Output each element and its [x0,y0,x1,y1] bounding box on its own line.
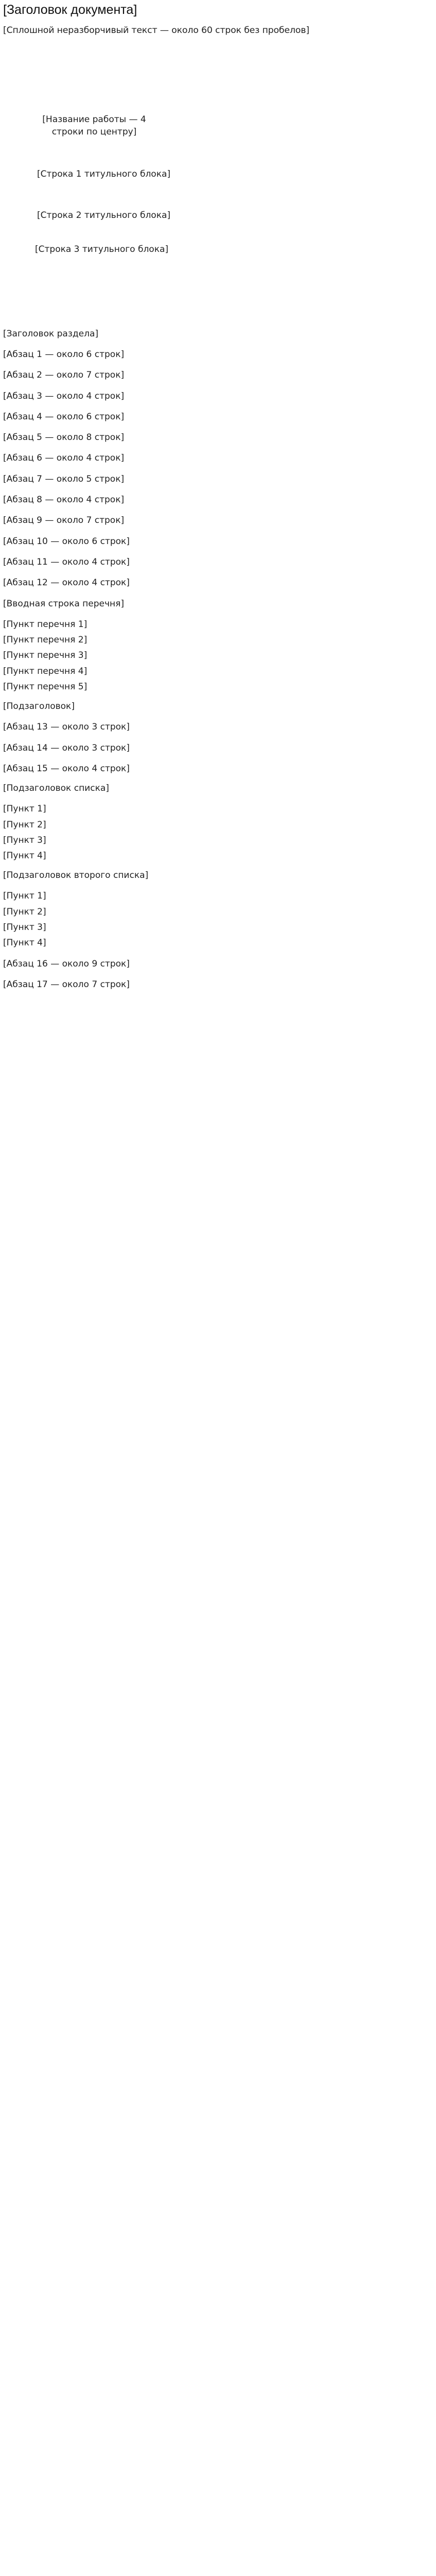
list-intro: [Вводная строка перечня] [3,598,125,609]
subheading: [Подзаголовок] [3,701,75,712]
paragraph-8: [Абзац 8 — около 4 строк] [3,495,125,505]
paragraph-9: [Абзац 9 — около 7 строк] [3,515,125,526]
items2-heading: [Подзаголовок списка] [3,783,109,794]
noise-text-block: [Сплошной неразборчивый текст — около 60 строк без пробелов] [3,25,309,36]
paragraph-10: [Абзац 10 — около 6 строк] [3,536,130,547]
list-item: [Пункт 3] [3,922,46,933]
list-item: [Пункт 3] [3,835,46,845]
section-heading: [Заголовок раздела] [3,329,99,339]
paragraph-17: [Абзац 17 — около 7 строк] [3,979,130,990]
paragraph-11: [Абзац 11 — около 4 строк] [3,556,130,567]
list-item: [Пункт перечня 1] [3,619,88,630]
list-item: [Пункт 4] [3,851,46,861]
paragraph-6: [Абзац 6 — около 4 строк] [3,453,125,464]
cover-line-1: [Строка 1 титульного блока] [37,169,171,179]
list-item: [Пункт перечня 5] [3,682,88,692]
theory-list [3,618,433,693]
paragraph-12: [Абзац 12 — около 4 строк] [3,578,130,588]
paragraph-4: [Абзац 4 — около 6 строк] [3,411,125,422]
paragraph-1: [Абзац 1 — около 6 строк] [3,349,125,360]
items3-list [3,890,433,949]
cover-block [3,113,433,256]
cover-title: [Название работы — 4 строки по центру] [42,114,146,137]
paragraph-16: [Абзац 16 — около 9 строк] [3,958,130,969]
paragraph-15: [Абзац 15 — около 4 строк] [3,763,130,774]
paragraph-3: [Абзац 3 — около 4 строк] [3,391,125,401]
paragraph-14: [Абзац 14 — около 3 строк] [3,742,130,753]
list-item: [Пункт 4] [3,938,46,948]
document-page [0,2,436,2576]
items2-list [3,803,433,862]
cover-line-2: [Строка 2 титульного блока] [37,210,171,221]
list-item: [Пункт 1] [3,891,46,902]
paragraph-7: [Абзац 7 — около 5 строк] [3,473,125,484]
list-item: [Пункт 2] [3,819,46,830]
items3-heading: [Подзаголовок второго списка] [3,870,149,881]
paragraph-5: [Абзац 5 — около 8 строк] [3,432,125,443]
document-title: [Заголовок документа] [3,3,137,17]
list-item: [Пункт перечня 4] [3,666,88,676]
list-item: [Пункт перечня 3] [3,650,88,661]
cover-line-3: [Строка 3 титульного блока] [35,244,169,255]
paragraph-13: [Абзац 13 — около 3 строк] [3,722,130,733]
list-item: [Пункт 1] [3,804,46,815]
paragraph-2: [Абзац 2 — около 7 строк] [3,370,125,381]
list-item: [Пункт перечня 2] [3,635,88,646]
list-item: [Пункт 2] [3,906,46,917]
